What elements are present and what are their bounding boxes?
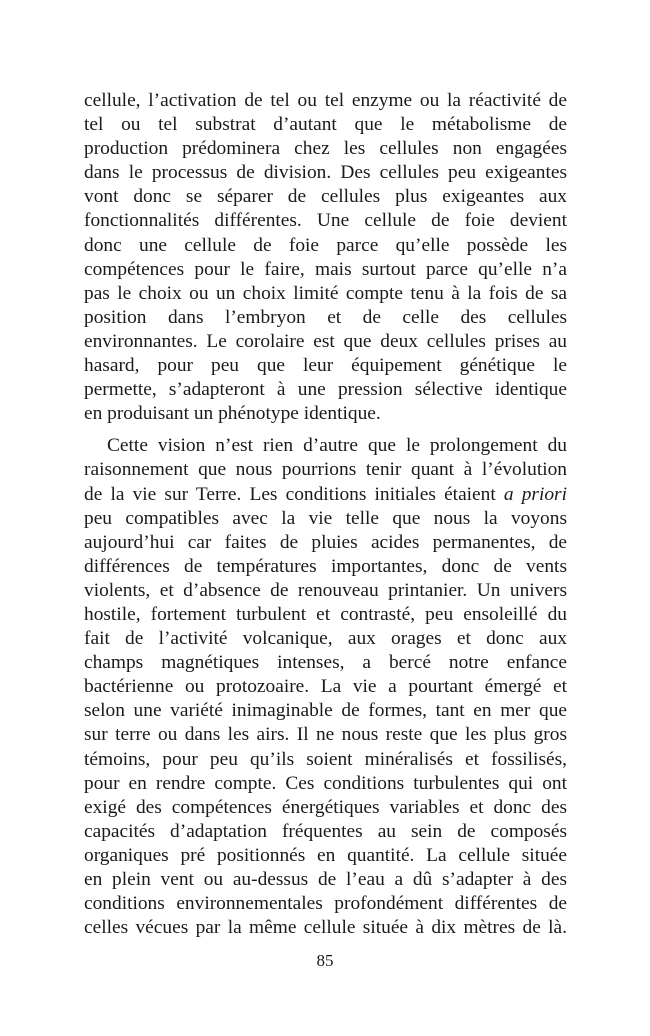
text-line: [84, 483, 567, 507]
text-line: peu compatibles avec la vie telle que nous la voyons: [84, 507, 567, 529]
text-line: production prédominera chez les cellules non engagées: [84, 138, 567, 160]
text-line: selon une variété inimaginable de formes, tant en mer que: [84, 700, 567, 722]
text-line: pour en rendre compte. Ces conditions turbulentes qui ont: [84, 772, 567, 794]
text-line: donc une cellule de foie parce qu’elle possède les: [84, 234, 567, 256]
text-line: capacités d’adaptation fréquentes au sein de composés: [84, 820, 567, 842]
text-line: position dans l’embryon et de celle des cellules: [84, 306, 567, 328]
text-line: différences de températures importantes, donc de vents: [84, 555, 567, 577]
text-line: exigé des compétences énergétiques variables et donc des: [84, 796, 567, 818]
text-line: en plein vent ou au-dessus de l’eau a dû s’adapter à des: [84, 869, 567, 890]
text-line: pas le choix ou un choix limité compte tenu à la fois de sa: [84, 282, 567, 304]
text-line: aujourd’hui car faites de pluies acides permanentes, de: [84, 531, 567, 553]
page-body: [84, 89, 567, 940]
text-line: organiques pré positionnés en quantité. La cellule située: [84, 844, 567, 866]
text-line: tel ou tel substrat d’autant que le métabolisme de: [84, 114, 567, 136]
text-line: dans le processus de division. Des cellules peu exigeantes: [84, 162, 567, 184]
text-line: celles vécues par la même cellule située à dix mètres de là.: [84, 917, 567, 939]
text-line: cellule, l’activation de tel ou tel enzyme ou la réactivité de: [84, 90, 567, 111]
text-line-start: de la vie sur Terre. Les conditions initiales étaient: [84, 483, 504, 505]
text-line: violents, et d’absence de renouveau printanier. Un univers: [84, 579, 567, 601]
text-line: témoins, pour peu qu’ils soient minéralisés et fossilisés,: [84, 748, 567, 770]
text-line: permette, s’adapteront à une pression sélective identique: [84, 379, 567, 401]
text-line: en produisant un phénotype identique.: [84, 403, 381, 425]
text-line: hasard, pour peu que leur équipement génétique le: [84, 355, 567, 377]
text-line: Cette vision n’est rien d’autre que le prolongement du: [107, 435, 567, 457]
text-line: bactérienne ou protozoaire. La vie a pourtant émergé et: [84, 676, 567, 698]
page-number: 85: [316, 951, 334, 970]
text-line: compétences pour le faire, mais surtout parce qu’elle n’a: [84, 258, 567, 280]
text-line: environnantes. Le corolaire est que deux cellules prises au: [84, 330, 567, 352]
text-line: fait de l’activité volcanique, aux orages et donc aux: [84, 628, 567, 650]
text-line: sur terre ou dans les airs. Il ne nous reste que les plus gros: [84, 724, 567, 746]
italic-phrase: a priori: [503, 483, 567, 505]
text-line: conditions environnementales profondément différentes de: [84, 893, 567, 915]
text-line: vont donc se séparer de cellules plus exigeantes aux: [84, 186, 567, 208]
text-line: fonctionnalités différentes. Une cellule de foie devient: [84, 210, 567, 232]
text-line: raisonnement que nous pourrions tenir quant à l’évolution: [84, 459, 567, 481]
paragraph-1: [84, 89, 567, 426]
text-line: hostile, fortement turbulent et contrasté, peu ensoleillé du: [84, 603, 567, 625]
paragraph-2: [84, 434, 567, 940]
text-line: champs magnétiques intenses, a bercé notre enfance: [84, 652, 567, 674]
